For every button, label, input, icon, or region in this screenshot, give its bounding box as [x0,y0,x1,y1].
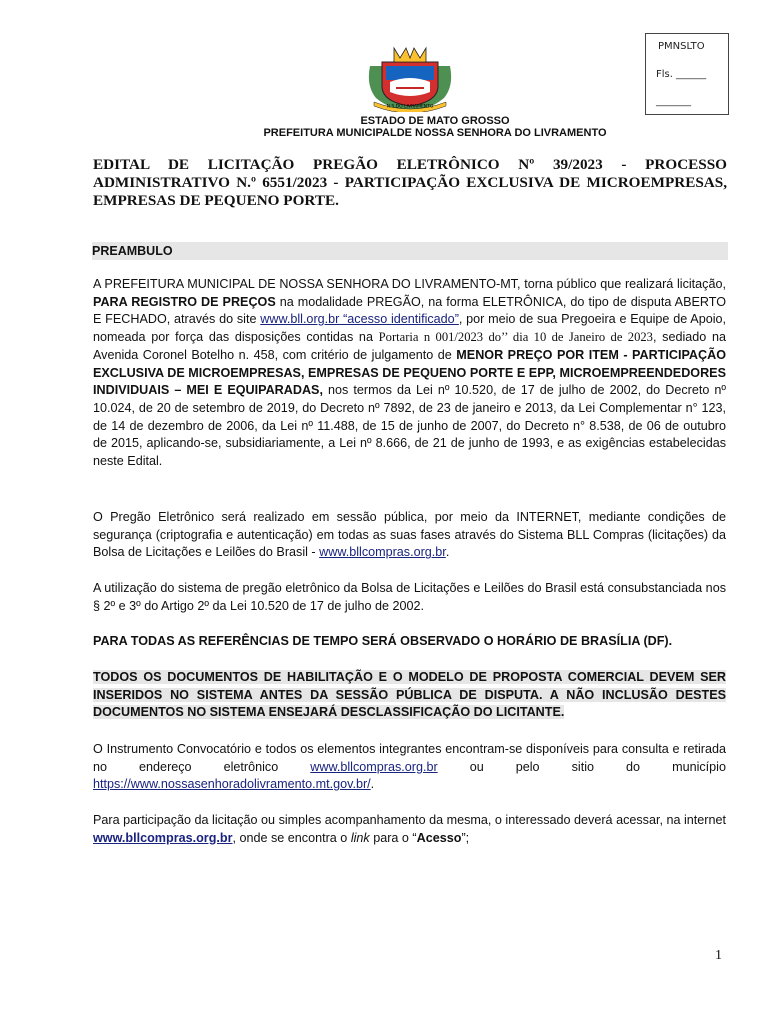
bllcompras-link-2[interactable]: www.bllcompras.org.br [310,759,438,774]
participation-text-end: ”; [461,830,470,845]
participation-text: Para participação da licitação ou simples acompanhamento da mesma, o interessado deverá acessar, na internet [93,813,726,827]
session-text-end: . [445,545,450,560]
instrument-text-end: . [370,777,375,792]
state-header: ESTADO DE MATO GROSSO [360,115,510,127]
stamp-signature-line: _______ [656,96,691,107]
section-heading-preamble: PREAMBULO [92,242,728,260]
instrument-text-2: ou pelo sitio do município [437,759,726,774]
system-paragraph: A utilização do sistema de pregão eletrônico da Bolsa de Licitações e Leilões do Brasil está consubstanciada nos § 2º e 3º do Artigo 2º da Lei 10.520 de 17 de julho de 2002. [93,581,726,613]
documents-warning-text: TODOS OS DOCUMENTOS DE HABILITAÇÃO E O MODELO DE PROPOSTA COMERCIAL DEVEM SER INSERIDOS NO SISTEMA ANTES DA SESSÃO PÚBLICA DE DISPUTA. A NÃO INCLUSÃO DESTES DOCUMENTOS NO SISTEMA ENSEJARÁ DESCLASSIFICAÇÃO DO LICITANTE. [93,670,726,720]
crest-banner-text: N.S.DO LIVRAMENTO [386,104,434,110]
document-title: EDITAL DE LICITAÇÃO PREGÃO ELETRÔNICO Nº 39/2023 - PROCESSO ADMINISTRATIVO N.º 6551/2023 - PARTICIPAÇÃO EXCLUSIVA DE MICROEMPRESAS, EMPRESAS DE PEQUENO PORTE. [93,156,727,209]
municipality-site-link[interactable]: https://www.nossasenhoradolivramento.mt.gov.br/ [93,777,371,792]
preamble-bold-criteria: MENOR PREÇO POR ITEM - PARTICIPAÇÃO EXCLUSIVA DE MICROEMPRESAS, EMPRESAS DE PEQUENO PORTE E EPP, MICROEMPREENDEDORES INDIVIDUAIS – MEI E EQUIPARADAS, [93,347,726,398]
session-paragraph [93,509,726,562]
participation-paragraph [93,812,726,847]
municipality-header: PREFEITURA MUNICIPALDE NOSSA SENHORA DO LIVRAMENTO [263,127,607,139]
stamp-folio: Fls. ______ [656,69,707,80]
preamble-bold-registro: PARA REGISTRO DE PREÇOS [93,294,276,309]
preamble-text-7: , sediado na Avenida Coronel Botelho n. 458, com critério de julgamento de [93,330,727,362]
preamble-text-9: nos termos da Lei nº 10.520, de 17 de julho de 2002, do Decreto nº 10.024, de 20 de setembro de 2019, do Decreto nº 7892, de 23 de janeiro e 2013, da Lei Complementar n° 123, de 14 de dezembro de 2006, da Lei nº 11.488, de 15 de junho de 2007, do Decreto n° 8.538, de 06 de outubro de 2015, aplicando-se, subsidiariamente, a Lei nº 8.666, de 21 de junho de 1993, e as exigências estabelecidas neste Edital. [93,383,727,469]
preamble-text-3: na modalidade PREGÃO, na forma ELETRÔNICA, do tipo de disputa ABERTO E FECHADO, através do site [93,294,726,327]
stamp-code: PMNSLTO [658,41,705,52]
municipal-coat-of-arms-icon [360,40,460,112]
bllcompras-link-3[interactable]: www.bllcompras.org.br [93,830,233,845]
preamble-text-1: A PREFEITURA MUNICIPAL DE NOSSA SENHORA DO LIVRAMENTO-MT, torna público que realizará licitação, [93,277,726,291]
page-count-stamp [645,33,729,115]
participation-link-word: link [350,830,370,845]
bll-site-link[interactable]: www.bll.org.br “acesso identificado” [260,312,459,327]
documents-warning [93,669,726,722]
instrument-paragraph [93,741,726,794]
preamble-portaria: Portaria n 001/2023 do’’ dia 10 de Janeiro de 2023 [378,330,653,345]
participation-acesso: Acesso [416,830,462,845]
page-number: 1 [715,948,722,963]
preamble-text-5: , por meio de sua Pregoeira e Equipe de Apoio, nomeada por força das disposições contidas na [93,312,726,345]
participation-text-2: , onde se encontra o [232,830,351,845]
bllcompras-link[interactable]: www.bllcompras.org.br [319,545,446,560]
participation-text-4: para o “ [369,830,417,845]
session-text: O Pregão Eletrônico será realizado em sessão pública, por meio da INTERNET, mediante condições de segurança (criptografia e autenticação) em todas as suas fases através do Sistema BLL Compras (licitações) da Bolsa de Licitações e Leilões do Brasil - [93,510,726,560]
instrument-text: O Instrumento Convocatório e todos os elementos integrantes encontram-se disponíveis para consulta e retirada no endereço eletrônico [93,742,726,774]
time-reference-notice: PARA TODAS AS REFERÊNCIAS DE TEMPO SERÁ OBSERVADO O HORÁRIO DE BRASÍLIA (DF). [93,634,673,648]
preamble-paragraph [93,276,726,471]
